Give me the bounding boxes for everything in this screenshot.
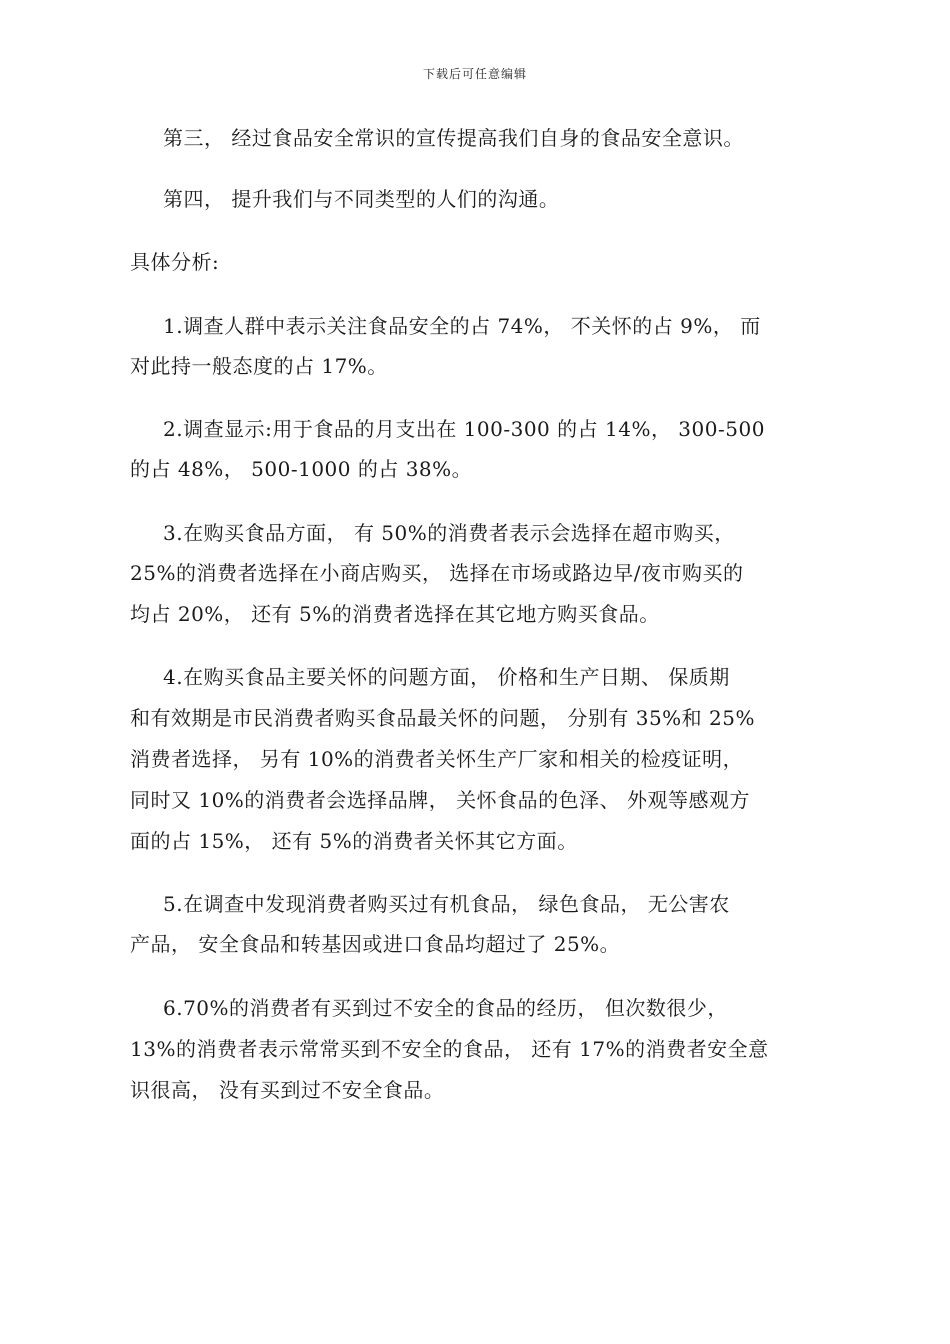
section-heading-analysis: 具体分析: <box>130 250 220 274</box>
item-1-line-2: 对此持一般态度的占 17%。 <box>130 354 388 378</box>
item-4-line-5: 面的占 15%， 还有 5%的消费者关怀其它方面。 <box>130 829 578 853</box>
item-6-line-2: 13%的消费者表示常常买到不安全的食品， 还有 17%的消费者安全意 <box>130 1037 769 1061</box>
item-4-line-1: 4.在购买食品主要关怀的问题方面， 价格和生产日期、 保质期 <box>163 665 730 689</box>
paragraph-third-point: 第三， 经过食品安全常识的宣传提高我们自身的食品安全意识。 <box>163 126 744 150</box>
item-3-line-3: 均占 20%， 还有 5%的消费者选择在其它地方购买食品。 <box>130 602 660 626</box>
item-2-line-1: 2.调查显示:用于食品的月支出在 100-300 的占 14%， 300-500 <box>163 417 765 441</box>
item-4-line-2: 和有效期是市民消费者购买食品最关怀的问题， 分别有 35%和 25% <box>130 706 755 730</box>
item-6-line-1: 6.70%的消费者有买到过不安全的食品的经历， 但次数很少， <box>163 996 728 1020</box>
item-2-line-2: 的占 48%， 500-1000 的占 38%。 <box>130 457 473 481</box>
item-3-line-2: 25%的消费者选择在小商店购买， 选择在市场或路边早/夜市购买的 <box>130 561 744 585</box>
item-4-line-4: 同时又 10%的消费者会选择品牌， 关怀食品的色泽、 外观等感观方 <box>130 788 751 812</box>
paragraph-fourth-point: 第四， 提升我们与不同类型的人们的沟通。 <box>163 187 560 211</box>
item-5-line-1: 5.在调查中发现消费者购买过有机食品， 绿色食品， 无公害农 <box>163 892 730 916</box>
item-4-line-3: 消费者选择， 另有 10%的消费者关怀生产厂家和相关的检疫证明， <box>130 747 744 771</box>
item-1-line-1: 1.调查人群中表示关注食品安全的占 74%， 不关怀的占 9%， 而 <box>163 314 761 338</box>
header-note: 下载后可任意编辑 <box>422 67 527 81</box>
item-3-line-1: 3.在购买食品方面， 有 50%的消费者表示会选择在超市购买， <box>163 521 735 545</box>
item-6-line-3: 识很高， 没有买到过不安全食品。 <box>130 1078 445 1102</box>
item-5-line-2: 产品， 安全食品和转基因或进口食品均超过了 25%。 <box>130 932 621 956</box>
